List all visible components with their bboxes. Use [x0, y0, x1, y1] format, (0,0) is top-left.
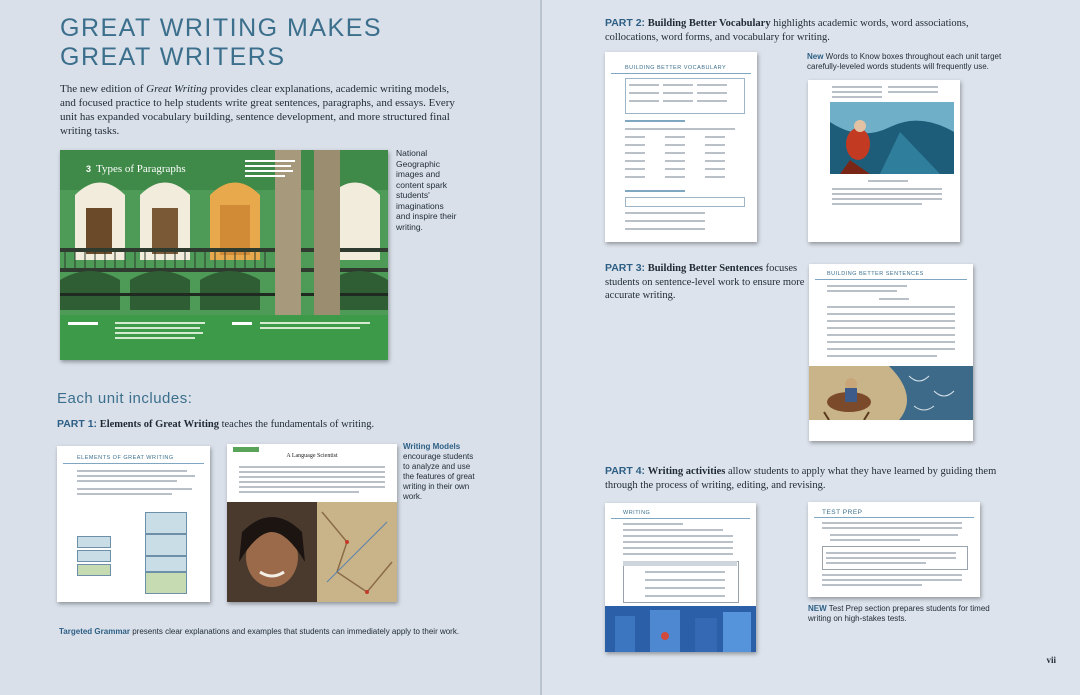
unit-opener-photo: [60, 150, 388, 360]
writing-thumbnail: [605, 503, 756, 652]
words-note-new: New: [807, 52, 824, 61]
part2-description: [605, 17, 985, 44]
targeted-grammar-title: Targeted Grammar: [59, 627, 130, 636]
targeted-grammar-note: [59, 627, 499, 637]
intro-post: provides clear explanations, academic writing models, and focused practice to help students write great sentences, paragraphs, and essays. Every unit has expanded vocabulary building, sentence development, and more structured final writing tasks.: [60, 83, 455, 137]
unit-number: 3: [86, 164, 92, 174]
elements-thumbnail: [57, 446, 210, 602]
words-note-text: Words to Know boxes throughout each unit target carefully-leveled words students will frequently use.: [807, 52, 1002, 71]
part3-text: focuses students on sentence-level work to ensure more accurate writing.: [605, 263, 805, 301]
intro-paragraph: [60, 82, 460, 138]
targeted-grammar-text: presents clear explanations and examples that students can immediately apply to their work.: [130, 627, 460, 636]
part1-label: PART 1:: [57, 418, 98, 430]
test-note-text: Test Prep section prepares students for timed writing on high-stakes tests.: [808, 604, 990, 623]
blue-town-photo-illustration: [605, 606, 756, 652]
part1-heading: Elements of Great Writing: [99, 419, 219, 430]
title-line-2: GREAT WRITERS: [60, 43, 286, 71]
intro-book-title: Great Writing: [146, 83, 208, 95]
test-note-new: NEW: [808, 604, 827, 613]
page-title: [60, 14, 420, 72]
page-number: vii: [1046, 655, 1056, 665]
part4-heading: Writing activities: [647, 466, 726, 477]
part4-text: allow students to apply what they have learned by guiding them through the process of writing, editing, and revising.: [605, 466, 997, 491]
right-page: [540, 0, 1080, 695]
writing-models-note: [403, 442, 478, 502]
part2-text: highlights academic words, word associations, collocations, word forms, and vocabulary for writing.: [605, 18, 969, 43]
part4-label: PART 4:: [605, 465, 646, 477]
scientist-photo-illustration: [227, 502, 397, 602]
courtyard-photo-illustration: [60, 150, 388, 360]
each-unit-heading: Each unit includes:: [57, 390, 193, 407]
words-to-know-thumbnail: [808, 80, 960, 242]
part2-heading: Building Better Vocabulary: [647, 18, 771, 29]
unit-heading: Types of Paragraphs: [96, 163, 186, 175]
test-prep-thumb-header: TEST PREP: [822, 509, 863, 516]
title-line-1: GREAT WRITING MAKES: [60, 14, 383, 42]
part1-text: teaches the fundamentals of writing.: [218, 419, 375, 430]
part3-heading: Building Better Sentences: [647, 263, 763, 274]
sentences-thumb-header: BUILDING BETTER SENTENCES: [827, 271, 924, 277]
writing-models-text: encourage students to analyze and use the features of great writing in their own work.: [403, 452, 475, 501]
part3-label: PART 3:: [605, 262, 646, 274]
writing-model-heading: A Language Scientist: [286, 453, 338, 459]
thumb-rule: [63, 463, 204, 464]
writing-thumb-header: WRITING: [623, 510, 651, 516]
vocabulary-thumbnail: [605, 52, 757, 242]
ice-cave-photo-illustration: [830, 102, 954, 174]
photo-caption: National Geographic images and content spark students' imaginations and inspire their writing.: [396, 148, 457, 232]
test-prep-thumbnail: [808, 502, 980, 597]
words-to-know-note: [807, 52, 1007, 72]
writing-models-title: Writing Models: [403, 442, 461, 451]
part4-description: [605, 465, 1025, 492]
part3-description: [605, 262, 805, 303]
manuscript-illustration: [809, 366, 973, 441]
part1-description: [57, 418, 477, 432]
part2-label: PART 2:: [605, 17, 646, 29]
elements-thumb-header: ELEMENTS OF GREAT WRITING: [77, 455, 174, 461]
vocab-thumb-header: BUILDING BETTER VOCABULARY: [625, 65, 727, 71]
sentences-thumbnail: [809, 264, 973, 441]
writing-model-thumbnail: [227, 444, 397, 602]
test-prep-note: [808, 604, 1008, 624]
intro-pre: The new edition of: [60, 83, 147, 95]
